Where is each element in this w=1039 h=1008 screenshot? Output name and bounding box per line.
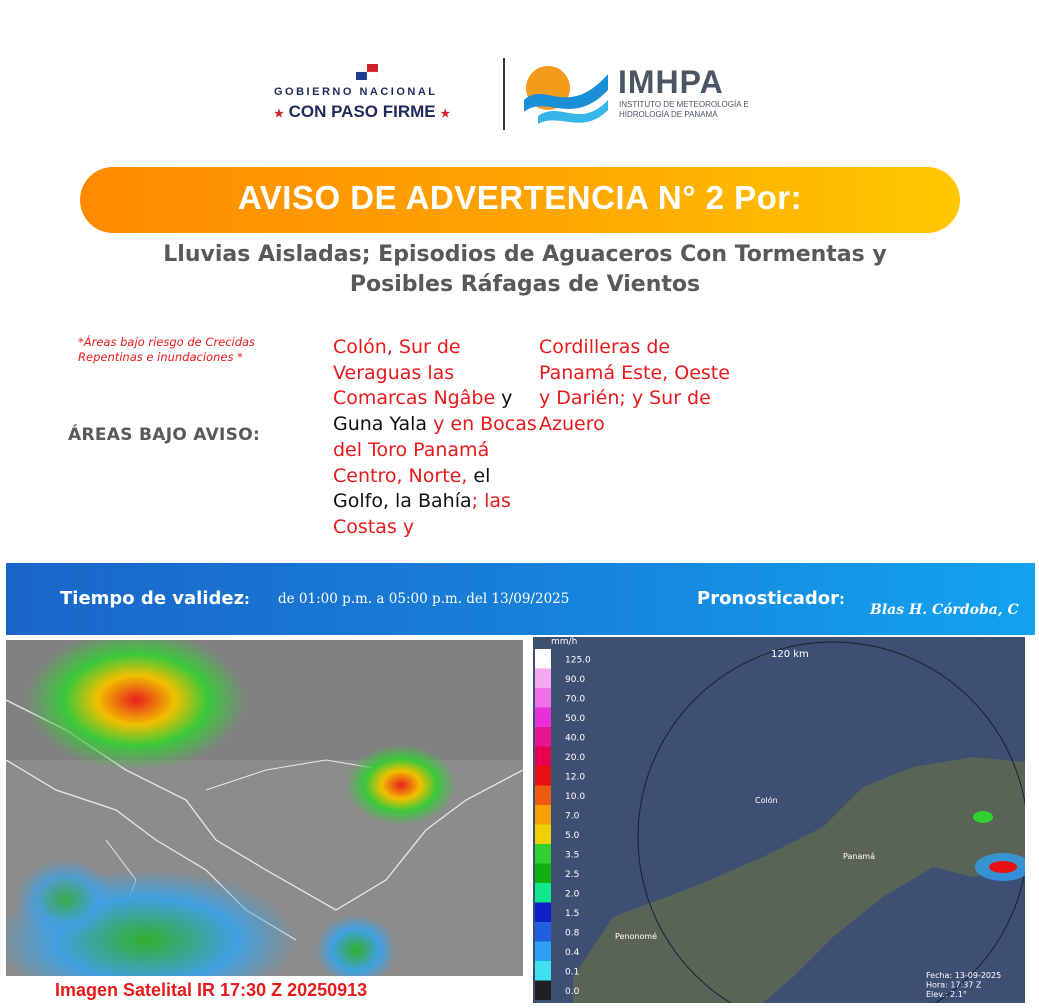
- logo-divider: [503, 58, 505, 130]
- legend-swatch: [535, 688, 551, 708]
- legend-swatch: [535, 903, 551, 923]
- radar-city-label: Penonomé: [615, 932, 658, 941]
- satellite-map: [6, 640, 523, 976]
- legend-label: 50.0: [565, 714, 586, 725]
- satellite-caption: Imagen Satelital IR 17:30 Z 20250913: [55, 980, 368, 1000]
- forecaster-colon: :: [839, 592, 845, 608]
- legend-swatch: [535, 649, 551, 669]
- warning-title: AVISO DE ADVERTENCIA N° 2 Por:: [237, 179, 803, 216]
- validity-label: [60, 588, 250, 609]
- legend-label: 2.5: [565, 870, 580, 881]
- area-segment: y Guna Yala: [333, 387, 513, 436]
- area-segment: Cordilleras de Panamá Este, Oeste y Darién; y Sur de Azuero: [539, 336, 730, 436]
- legend-swatch: [535, 981, 551, 1001]
- satellite-image: [6, 640, 523, 976]
- government-motto: CON PASO FIRME: [288, 102, 436, 121]
- subtitle-line1: Lluvias Aisladas; Episodios de Aguaceros Con Tormentas y: [163, 242, 887, 267]
- area-segment: y en Bocas del Toro Panamá Centro, Norte,: [333, 413, 537, 487]
- validity-label-text: Tiempo de validez: [60, 588, 245, 609]
- areas-column-1: [333, 335, 543, 541]
- forecaster-label-text: Pronosticador: [697, 588, 840, 609]
- panama-flag-icon: [356, 64, 378, 80]
- legend-label: 5.0: [565, 831, 580, 842]
- legend-label: 90.0: [565, 675, 586, 686]
- legend-label: 20.0: [565, 753, 586, 764]
- validity-bar: [6, 563, 1035, 635]
- government-line1: GOBIERNO NACIONAL: [274, 86, 438, 98]
- imhpa-wave-icon: [520, 60, 612, 130]
- legend-swatch: [535, 864, 551, 884]
- legend-label: 125.0: [565, 655, 591, 666]
- radar-map: [533, 637, 1025, 1003]
- legend-label: 12.0: [565, 772, 586, 783]
- legend-swatch: [535, 727, 551, 747]
- government-logo: [270, 60, 485, 130]
- legend-swatch: [535, 942, 551, 962]
- radar-footer-line: Elev.: 2.1°: [926, 990, 967, 999]
- star-icon: ★: [274, 108, 284, 120]
- legend-label: 2.0: [565, 889, 580, 900]
- forecaster-value: Blas H. Córdoba, C: [870, 602, 1019, 618]
- legend-label: 40.0: [565, 733, 586, 744]
- legend-swatch: [535, 961, 551, 981]
- legend-label: 1.5: [565, 909, 580, 920]
- legend-label: 10.0: [565, 792, 586, 803]
- legend-swatch: [535, 922, 551, 942]
- imhpa-subtitle: INSTITUTO DE METEOROLOGÍA E HIDROLOGÍA DE PANAMÁ: [619, 100, 749, 119]
- legend-label: 0.1: [565, 967, 580, 978]
- legend-label: 0.0: [565, 987, 580, 998]
- legend-label: 0.8: [565, 928, 580, 939]
- radar-range-label: 120 km: [771, 649, 809, 660]
- legend-label: 70.0: [565, 694, 586, 705]
- warning-subtitle: [100, 240, 950, 300]
- area-segment: ; las Costas y: [333, 490, 511, 538]
- imhpa-name: IMHPA: [618, 64, 724, 100]
- legend-swatch: [535, 805, 551, 825]
- risk-note: *Áreas bajo riesgo de Crecidas Repentinas e inundaciones *: [78, 335, 256, 364]
- area-segment: el Golfo, la Bahía: [333, 464, 491, 513]
- radar-footer-line: Fecha: 13-09-2025: [926, 971, 1002, 980]
- validity-colon: :: [244, 592, 250, 608]
- legend-swatch: [535, 786, 551, 806]
- imhpa-logo: [520, 60, 760, 130]
- legend-swatch: [535, 844, 551, 864]
- radar-footer-line: Hora: 17:37 Z: [926, 980, 982, 990]
- radar-unit-label: mm/h: [551, 637, 578, 647]
- radar-image: [533, 637, 1025, 1003]
- area-segment: Colón, Sur de Veraguas las Comarcas Ngâbe: [333, 336, 502, 410]
- legend-swatch: [535, 747, 551, 767]
- subtitle-line2: Posibles Ráfagas de Vientos: [349, 272, 701, 297]
- warning-banner: [80, 167, 960, 233]
- legend-swatch: [535, 708, 551, 728]
- areas-label: ÁREAS BAJO AVISO:: [68, 425, 261, 445]
- radar-city-label: Colón: [755, 796, 778, 805]
- star-icon: ★: [440, 108, 451, 120]
- forecaster-label: [697, 588, 845, 609]
- legend-label: 0.4: [565, 948, 580, 959]
- legend-swatch: [535, 883, 551, 903]
- legend-label: 7.0: [565, 811, 580, 822]
- legend-swatch: [535, 669, 551, 689]
- validity-value: de 01:00 p.m. a 05:00 p.m. del 13/09/2025: [278, 591, 570, 607]
- legend-label: 3.5: [565, 850, 580, 861]
- radar-city-label: Panamá: [843, 852, 876, 861]
- government-line2: [274, 102, 450, 122]
- legend-swatch: [535, 766, 551, 786]
- legend-swatch: [535, 825, 551, 845]
- areas-column-2: [539, 335, 739, 438]
